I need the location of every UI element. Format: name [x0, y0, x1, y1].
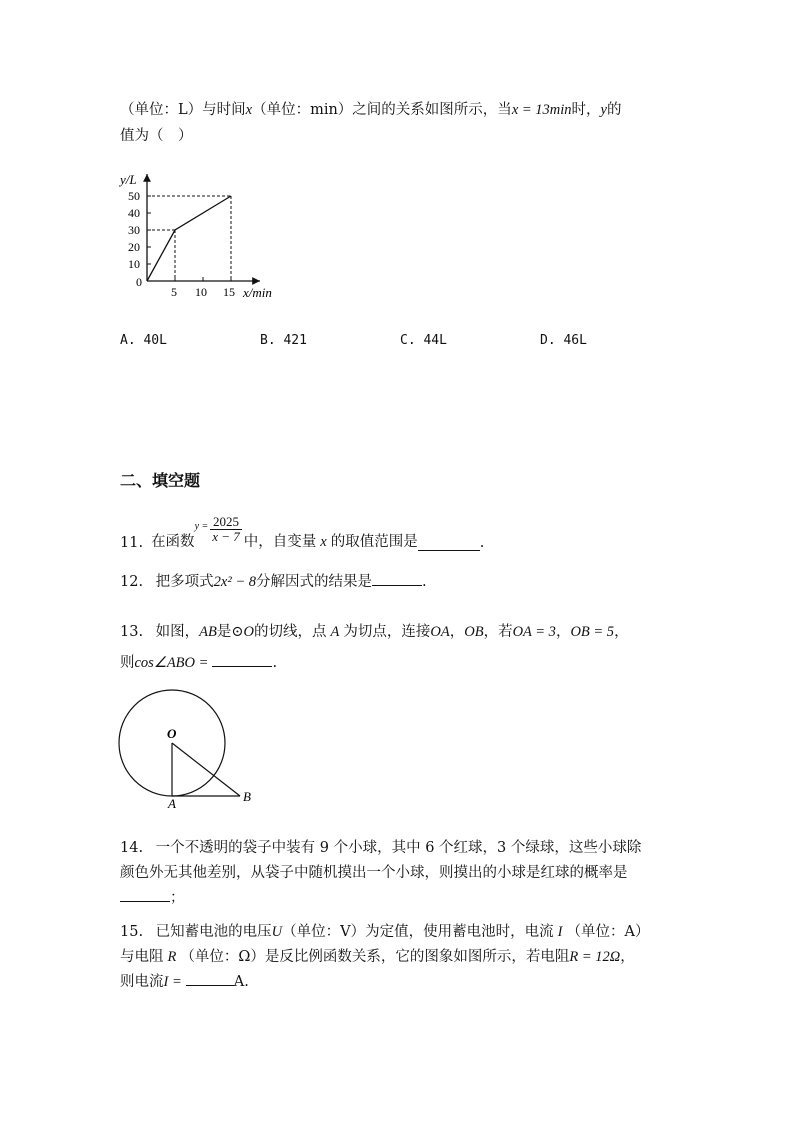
- q15-line1: 15. 已知蓄电池的电压U（单位：V）为定值，使用蓄电池时，电流 I （单位：A）: [120, 924, 650, 940]
- y-tick-label-10: 10: [128, 257, 140, 271]
- y-tick-label-40: 40: [128, 206, 140, 220]
- q13-line2: 则cos∠ABO = .: [120, 655, 278, 671]
- y-tick-label-50: 50: [128, 189, 140, 203]
- q11-numerator: 2025: [210, 515, 242, 530]
- q14-number: 14.: [120, 840, 144, 856]
- q11: 11. 在函数 y = $\frac{2025}{x - 7}$ 中，自变量 x 的取值范围是 .: [120, 514, 485, 551]
- circle-symbol: ⊙: [231, 624, 244, 640]
- x-axis-label: x/min: [243, 285, 272, 300]
- q15-answer-blank[interactable]: [186, 973, 234, 986]
- q10-graph: [110, 168, 300, 308]
- label-b: B: [243, 789, 251, 804]
- guide-lines: [147, 196, 231, 281]
- q14-answer-blank[interactable]: [120, 889, 170, 902]
- q12-number: 12.: [120, 574, 144, 590]
- q13-line1: 13. 如图，AB是⊙O的切线，点 A 为切点，连接OA，OB，若OA = 3，OB = 5，: [120, 624, 629, 640]
- q15-line3: 则电流I = A.: [120, 974, 249, 990]
- q11-number: 11.: [120, 535, 144, 551]
- segment-ob: [172, 743, 240, 796]
- q12: 12. 把多项式2x² − 8分解因式的结果是 .: [120, 574, 427, 590]
- q11-denominator: x − 7: [212, 529, 240, 544]
- var-y: y: [600, 102, 607, 118]
- y-axis-label: y/L: [120, 172, 137, 187]
- q15-current-expression: I =: [163, 974, 182, 990]
- axis-ticks: [147, 196, 231, 281]
- series-line: [147, 196, 231, 281]
- q11-fraction: [210, 515, 242, 544]
- var-x: x: [245, 102, 253, 118]
- q15-line2: 与电阻 R （单位：Ω）是反比例函数关系，它的图象如图所示，若电阻R = 12Ω，: [120, 949, 635, 965]
- q10-condition: x = 13min: [511, 102, 572, 118]
- q12-answer-blank[interactable]: [372, 573, 422, 586]
- x-tick-label-5: 5: [171, 285, 177, 299]
- q11-answer-blank[interactable]: [418, 538, 480, 551]
- q13-answer-blank[interactable]: [212, 654, 272, 667]
- q15-number: 15.: [120, 924, 144, 940]
- q13-figure: [110, 684, 270, 814]
- q13-number: 13.: [120, 624, 144, 640]
- q10-option-c[interactable]: C. 44L: [400, 333, 447, 348]
- y-tick-label-20: 20: [128, 240, 140, 254]
- q10-option-a[interactable]: A. 40L: [120, 333, 167, 348]
- q12-expression: 2x² − 8: [213, 574, 256, 590]
- q14-line3: ；: [120, 886, 185, 907]
- q11-func-lhs: y =: [194, 521, 209, 532]
- x-tick-label-15: 15: [223, 285, 235, 299]
- q10-option-d[interactable]: D. 46L: [540, 333, 587, 348]
- q14-line1: 14. 一个不透明的袋子中装有 9 个小球，其中 6 个红球，3 个绿球，这些小球除: [120, 840, 642, 856]
- y-tick-label-30: 30: [128, 223, 140, 237]
- q14-line2: 颜色外无其他差别，从袋子中随机摸出一个小球，则摸出的小球是红球的概率是: [120, 865, 628, 881]
- x-tick-label-10: 10: [195, 285, 207, 299]
- label-a: A: [168, 796, 176, 811]
- origin-label: 0: [136, 275, 142, 289]
- q13-cos-expression: cos∠ABO =: [134, 655, 209, 671]
- q10-option-b[interactable]: B. 421: [260, 333, 307, 348]
- q15-condition: R = 12Ω: [569, 949, 621, 965]
- section-title: 二、填空题: [120, 471, 201, 490]
- q10-stem-line2: 值为（ ）: [120, 128, 193, 144]
- label-o: O: [167, 726, 177, 741]
- q10-stem-line1: （单位：L）与时间x（单位：min）之间的关系如图所示，当x = 13min时，y的: [120, 102, 622, 118]
